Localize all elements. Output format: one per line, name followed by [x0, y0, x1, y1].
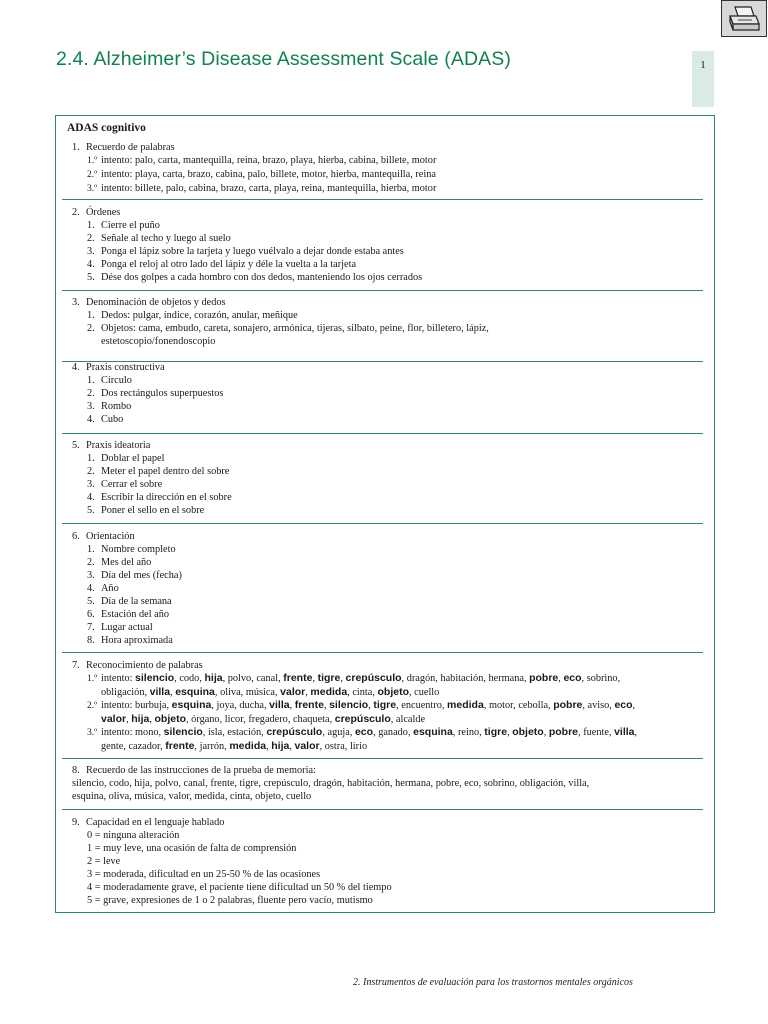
item-number: 1.: [87, 453, 95, 464]
section-title: Reconocimiento de palabras: [86, 660, 203, 671]
item-text: Cerrar el sobre: [101, 479, 163, 490]
divider: [62, 758, 703, 759]
section-number: 9.: [72, 817, 80, 828]
item-text: Mes del año: [101, 557, 152, 568]
section-orientation: [56, 530, 714, 647]
item-text: Dedos: pulgar, índice, corazón, anular, meñique: [101, 310, 298, 321]
item-number: 2.: [87, 233, 95, 244]
recognition-trial-2: 2.º intento: burbuja, esquina, joya, ducha, villa, frente, silencio, tigre, encuentro, medida, motor, cebolla, pobre, aviso, eco,: [87, 699, 636, 711]
item-number: 1.: [87, 544, 95, 555]
item-text: silencio, codo, hija, polvo, canal, frente, tigre, crepúsculo, dragón, habitación, hermana, pobre, eco, sobrino, obligación, villa,: [72, 778, 590, 789]
trial-text: intento: palo, carta, mantequilla, reina, brazo, playa, hierba, cabina, billete, motor: [101, 155, 437, 166]
item-text: Nombre completo: [101, 544, 176, 555]
box-heading: ADAS cognitivo: [67, 122, 146, 134]
item-number: 1.: [87, 220, 95, 231]
divider: [62, 290, 703, 291]
item-number: 1.: [87, 375, 95, 386]
item-text: Ponga el reloj al otro lado del lápiz y déle la vuelta a la tarjeta: [101, 259, 357, 270]
item-text: Ponga el lápiz sobre la tarjeta y luego vuélvalo a dejar donde estaba antes: [101, 246, 404, 257]
trial-text: intento: billete, palo, cabina, brazo, carta, playa, reina, mantequilla, hierba, motor: [101, 183, 437, 194]
item-number: 3.: [87, 246, 95, 257]
item-number: 3.: [87, 401, 95, 412]
adas-box: [55, 115, 715, 913]
section-naming: [56, 296, 714, 348]
section-title: Órdenes: [86, 207, 121, 218]
item-number: 4.: [87, 414, 95, 425]
section-number: 3.: [72, 297, 80, 308]
item-number: 6.: [87, 609, 95, 620]
item-text: Señale al techo y luego al suelo: [101, 233, 231, 244]
section-word-recognition: 7. Reconocimiento de palabras 1.º intento: silencio, codo, hija, polvo, canal, frente, tigre, crepúsculo, dragón, habitación, hermana, pobre, eco, sobrino, obligación, villa, esquina, oliva, música, valor, medida, cinta, objeto, cuello 2.º intento: burbuja, esquina, joya, ducha, villa, frente, silencio, tigre, encuentro, medida, motor, cebolla, pobre, aviso, eco, valor, hija, objeto, órgano, licor, fregadero, chaqueta, crepúsculo, alcalde 3.º intento: mono, silencio, isla, estación, crepúsculo, aguja, eco, ganado, esquina, reino, tigre, objeto, pobre, fuente, villa, gente, cazador, frente, jarrón, medida, hija, valor, ostra, lirio: [56, 659, 714, 753]
item-text: Estación del año: [101, 609, 170, 620]
section-title: Recuerdo de las instrucciones de la prueba de memoria:: [86, 765, 316, 776]
item-number: 4.: [87, 583, 95, 594]
item-number: 1.: [87, 310, 95, 321]
item-number: 5.: [87, 505, 95, 516]
section-number: 6.: [72, 531, 80, 542]
score-line: 1 = muy leve, una ocasión de falta de comprensión: [87, 843, 297, 854]
recognition-trial-3: 3.º intento: mono, silencio, isla, estación, crepúsculo, aguja, eco, ganado, esquina, reino, tigre, objeto, pobre, fuente, villa,: [87, 726, 638, 738]
item-text: Doblar el papel: [101, 453, 165, 464]
section-title: Recuerdo de palabras: [86, 142, 175, 153]
section-number: 5.: [72, 440, 80, 451]
item-text: Dos rectángulos superpuestos: [101, 388, 224, 399]
item-text: Cierre el puño: [101, 220, 160, 231]
section-title: Capacidad en el lenguaje hablado: [86, 817, 225, 828]
item-number: 4.: [87, 492, 95, 503]
item-number: 3.: [87, 479, 95, 490]
item-number: 2.: [87, 466, 95, 477]
section-ideational-praxis: [56, 439, 714, 517]
item-text: Día de la semana: [101, 596, 172, 607]
divider: [62, 433, 703, 434]
trial-number: 3.º: [87, 184, 98, 194]
item-text: Escribir la dirección en el sobre: [101, 492, 232, 503]
divider: [62, 199, 703, 200]
item-text: Año: [101, 583, 119, 594]
section-title: Denominación de objetos y dedos: [86, 297, 226, 308]
section-number: 2.: [72, 207, 80, 218]
trial-number: 1.º: [87, 674, 98, 684]
section-commands: [56, 206, 714, 284]
divider: [62, 809, 703, 810]
item-text: Rombo: [101, 401, 132, 412]
item-number: 5.: [87, 596, 95, 607]
item-number: 2.: [87, 323, 95, 334]
score-line: 4 = moderadamente grave, el paciente tiene dificultad un 50 % del tiempo: [87, 882, 392, 893]
item-number: 3.: [87, 570, 95, 581]
item-number: 4.: [87, 259, 95, 270]
section-number: 4.: [72, 362, 80, 373]
item-number: 8.: [87, 635, 95, 646]
item-text: Meter el papel dentro del sobre: [101, 466, 230, 477]
section-instruction-recall: [56, 764, 714, 803]
item-number: 2.: [87, 557, 95, 568]
section-title: Praxis ideatoria: [86, 440, 151, 451]
item-text: Cubo: [101, 414, 124, 425]
page-title: 2.4. Alzheimer’s Disease Assessment Scale (ADAS): [56, 48, 511, 70]
trial-number: 2.º: [87, 701, 98, 711]
item-text: Lugar actual: [101, 622, 153, 633]
item-text: Día del mes (fecha): [101, 570, 182, 581]
item-text: Dése dos golpes a cada hombro con dos dedos, manteniendo los ojos cerrados: [101, 272, 423, 283]
score-line: 5 = grave, expresiones de 1 o 2 palabras, fluente pero vacío, mutismo: [87, 895, 373, 906]
divider: [62, 652, 703, 653]
divider: [62, 523, 703, 524]
item-text: Hora aproximada: [101, 635, 173, 646]
section-number: 1.: [72, 142, 80, 153]
section-constructive-praxis: [56, 361, 714, 426]
item-text-continued: estetoscopio/fonendoscopio: [101, 336, 216, 347]
item-text: Círculo: [101, 375, 132, 386]
score-line: 2 = leve: [87, 856, 121, 867]
item-text: esquina, oliva, música, valor, medida, cinta, objeto, cuello: [72, 791, 312, 802]
item-number: 7.: [87, 622, 95, 633]
section-word-recall: [56, 141, 714, 196]
printer-icon: [726, 4, 762, 34]
recognition-trial-1: 1.º intento: silencio, codo, hija, polvo, canal, frente, tigre, crepúsculo, dragón, habitación, hermana, pobre, eco, sobrino,: [87, 672, 621, 684]
trial-text: intento: playa, carta, brazo, cabina, palo, billete, motor, hierba, mantequilla, reina: [101, 169, 436, 180]
section-number: 7.: [72, 660, 80, 671]
item-text: Poner el sello en el sobre: [101, 505, 205, 516]
trial-number: 3.º: [87, 728, 98, 738]
item-number: 2.: [87, 388, 95, 399]
trial-number: 2.º: [87, 170, 98, 180]
item-number: 5.: [87, 272, 95, 283]
section-spoken-language: [56, 816, 714, 907]
section-title: Praxis constructiva: [86, 362, 165, 373]
page-number-tab: [692, 51, 714, 107]
page-number: 1: [700, 59, 706, 71]
trial-number: 1.º: [87, 156, 98, 166]
section-number: 8.: [72, 765, 80, 776]
score-line: 0 = ninguna alteración: [87, 830, 180, 841]
section-title: Orientación: [86, 531, 135, 542]
print-button[interactable]: [721, 0, 767, 37]
item-text: Objetos: cama, embudo, careta, sonajero, armónica, tijeras, silbato, peine, flor, billetero, lápiz,: [101, 323, 489, 334]
score-line: 3 = moderada, dificultad en un 25-50 % de las ocasiones: [87, 869, 321, 880]
page-footer: 2. Instrumentos de evaluación para los trastornos mentales orgánicos: [353, 977, 633, 988]
